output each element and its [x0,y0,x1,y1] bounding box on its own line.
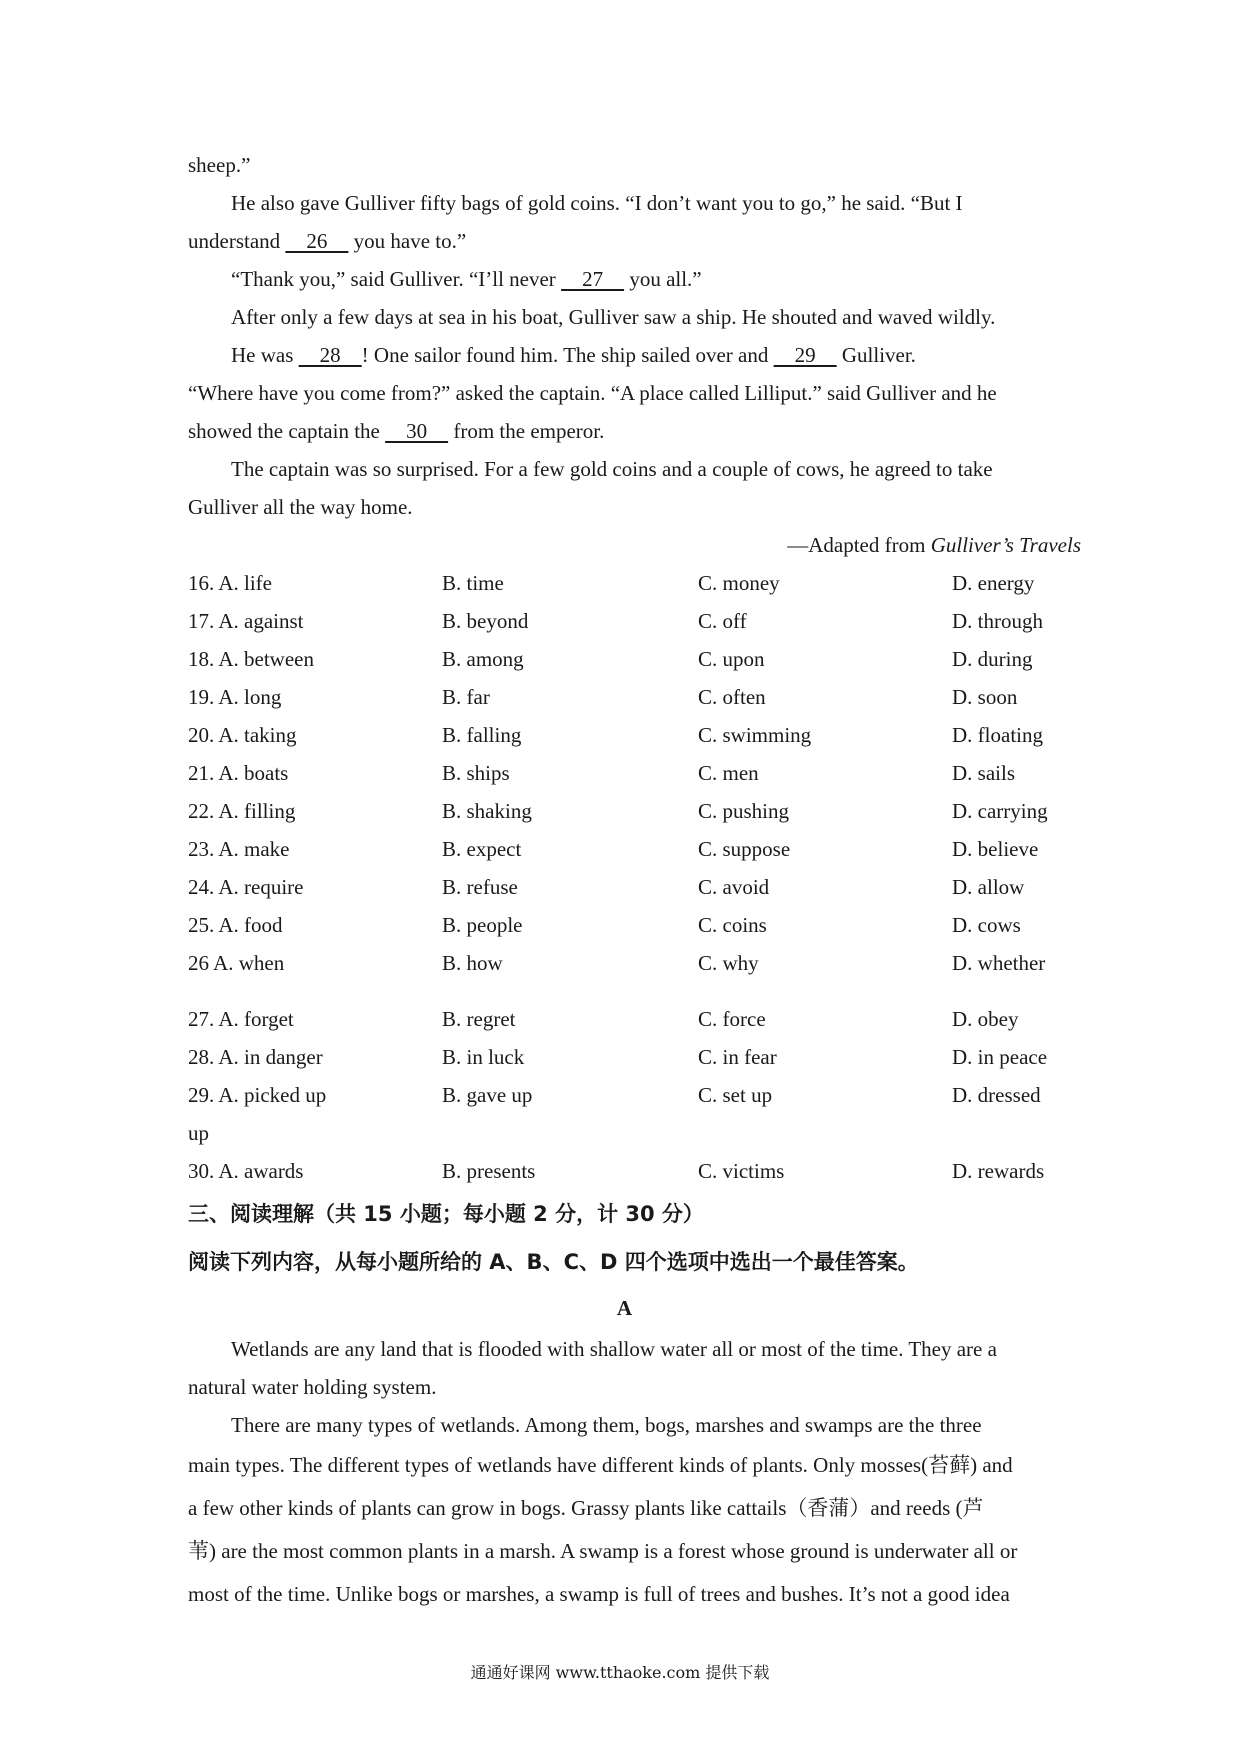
option-b: B. people [442,913,523,937]
cloze-passage [188,146,1081,564]
option-d: D. in peace [952,1045,1048,1069]
option-row [188,1152,1118,1190]
option-row [188,1114,1118,1152]
option-b: B. regret [442,1007,516,1031]
option-c: C. off [698,609,747,633]
option-d: D. rewards [952,1159,1045,1183]
option-a: 16. A. life [188,571,272,595]
option-a: 30. A. awards [188,1159,304,1183]
option-b [442,1114,698,1152]
option-a: 27. A. forget [188,1007,294,1031]
option-d: D. through [952,609,1043,633]
option-c: C. often [698,685,766,709]
option-c: C. force [698,1007,766,1031]
passage-line: The captain was so surprised. For a few gold coins and a couple of cows, he agreed to take [231,457,993,481]
option-a: 17. A. against [188,609,304,633]
option-row [188,830,1118,868]
option-c: C. in fear [698,1045,777,1069]
reading-line: most of the time. Unlike bogs or marshes, a swamp is full of trees and bushes. It’s not a good idea [188,1582,1010,1606]
section-heading: 三、阅读理解（共 15 小题；每小题 2 分，计 30 分） [188,1202,704,1226]
option-a: 22. A. filling [188,799,296,823]
option-d: D. dressed [952,1083,1041,1107]
option-a: 19. A. long [188,685,282,709]
reading-passage [188,1330,1061,1616]
passage-line: Gulliver all the way home. [188,495,413,519]
option-b: B. presents [442,1159,536,1183]
option-a: 21. A. boats [188,761,289,785]
option-row [188,678,1118,716]
option-row [188,1076,1118,1114]
passage-line: showed the captain the 30 from the emperor. [188,419,605,443]
option-b: B. ships [442,761,510,785]
option-c: C. why [698,951,759,975]
option-c: C. money [698,571,780,595]
option-a: 25. A. food [188,913,283,937]
credit-title: Gulliver’s Travels [930,533,1081,557]
option-b: B. expect [442,837,522,861]
option-d: D. whether [952,951,1046,975]
option-c: C. pushing [698,799,790,823]
option-d: D. during [952,647,1033,671]
option-c [698,1114,952,1152]
option-a: 24. A. require [188,875,304,899]
option-b: B. time [442,571,504,595]
option-a: 26 A. when [188,951,285,975]
option-row [188,792,1118,830]
part-label: A [616,1296,633,1320]
section-instruction: 阅读下列内容，从每小题所给的 A、B、C、D 四个选项中选出一个最佳答案。 [188,1250,919,1274]
option-d: D. believe [952,837,1039,861]
option-c: C. victims [698,1159,785,1183]
option-d: D. carrying [952,799,1048,823]
option-c: C. coins [698,913,767,937]
source-credit [188,526,1081,564]
option-row [188,1038,1118,1076]
content-column [188,146,1081,1616]
option-row [188,944,1118,982]
option-d: D. cows [952,913,1021,937]
option-d: D. floating [952,723,1043,747]
option-c: C. set up [698,1083,773,1107]
option-a: 29. A. picked up [188,1083,327,1107]
reading-line: main types. The different types of wetlands have different kinds of plants. Only mosses(苔藓) and [188,1453,1013,1477]
reading-line: natural water holding system. [188,1375,437,1399]
passage-line: understand 26 you have to.” [188,229,467,253]
passage-line: “Where have you come from?” asked the captain. “A place called Lilliput.” said Gulliver and he [188,381,997,405]
option-b: B. shaking [442,799,532,823]
option-row [188,754,1118,792]
option-b: B. gave up [442,1083,533,1107]
option-c: C. swimming [698,723,812,747]
reading-line: There are many types of wetlands. Among them, bogs, marshes and swamps are the three [231,1413,982,1437]
option-a: 20. A. taking [188,723,297,747]
option-b: B. beyond [442,609,529,633]
option-row [188,602,1118,640]
passage-line: After only a few days at sea in his boat, Gulliver saw a ship. He shouted and waved wildly. [231,305,996,329]
option-d: D. sails [952,761,1015,785]
option-d: D. obey [952,1007,1019,1031]
answer-blank: 28 [298,343,362,367]
option-row [188,982,1118,1038]
reading-line: a few other kinds of plants can grow in bogs. Grassy plants like cattails（香蒲）and reeds (芦 [188,1496,984,1520]
option-d: D. energy [952,571,1035,595]
option-b: B. among [442,647,524,671]
option-a: up [188,1121,209,1145]
passage-line: He was 28 ! One sailor found him. The ship sailed over and 29 Gulliver. [231,343,916,367]
option-b: B. refuse [442,875,518,899]
option-b: B. falling [442,723,522,747]
option-b: B. how [442,951,503,975]
option-c: C. upon [698,647,765,671]
answer-blank: 27 [561,267,625,291]
answer-blank: 30 [385,419,449,443]
passage-line: “Thank you,” said Gulliver. “I’ll never 27 you all.” [231,267,702,291]
option-b: B. far [442,685,490,709]
option-row [188,906,1118,944]
option-a: 28. A. in danger [188,1045,323,1069]
option-a: 23. A. make [188,837,290,861]
reading-line: Wetlands are any land that is flooded with shallow water all or most of the time. They are a [231,1337,997,1361]
option-row [188,564,1118,602]
option-d: D. allow [952,875,1025,899]
credit-prefix: —Adapted from [787,533,931,557]
answer-blank: 26 [285,229,349,253]
option-b: B. in luck [442,1045,525,1069]
option-row [188,640,1118,678]
passage-line: sheep.” [188,153,251,177]
reading-line: 苇) are the most common plants in a marsh. A swamp is a forest whose ground is underwater all or [188,1539,1018,1563]
option-d: D. soon [952,685,1018,709]
option-row [188,716,1118,754]
option-row [188,868,1118,906]
option-c: C. men [698,761,759,785]
page-footer: 通通好课网 www.tthaoke.com 提供下载 [470,1663,770,1682]
passage-line: He also gave Gulliver fifty bags of gold coins. “I don’t want you to go,” he said. “But I [231,191,963,215]
option-c: C. avoid [698,875,770,899]
answer-blank: 29 [773,343,837,367]
option-a: 18. A. between [188,647,314,671]
option-d [952,1114,1118,1152]
options-table [188,564,1118,1190]
option-c: C. suppose [698,837,791,861]
